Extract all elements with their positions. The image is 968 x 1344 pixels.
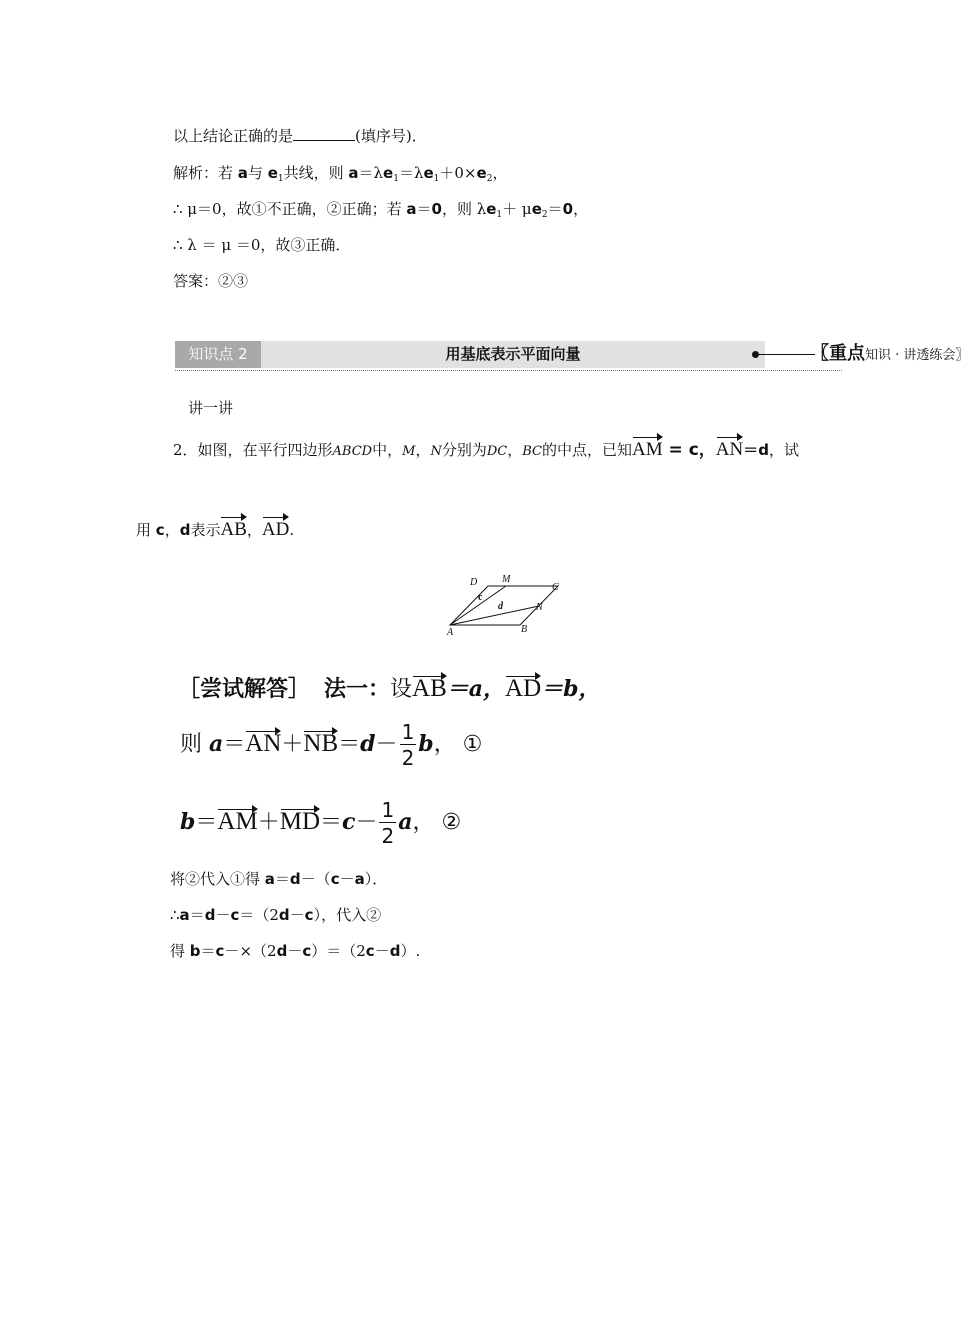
solution-line-2: 则 a＝AN＋NB＝d－ $\frac{1}{2}$ b， ① — [180, 720, 483, 770]
bullet-dot — [752, 351, 759, 358]
question-line: 以上结论正确的是 (填序号)． — [173, 127, 427, 145]
label-d: D — [470, 577, 478, 588]
label-n: N — [536, 602, 543, 613]
vector-ad-sol: AD — [505, 675, 542, 702]
label-vec-d: d — [498, 601, 503, 612]
knowledge-tag: 知识点 2 — [175, 341, 261, 368]
answer-blank — [293, 126, 355, 141]
label-a: A — [447, 627, 454, 638]
analysis-line-3: ∴ λ ＝ μ ＝0，故③正确． — [173, 236, 351, 254]
vector-md-sol: MD — [279, 808, 321, 835]
emphasis-label: 〖重点知识 · 讲透练会〗 — [811, 343, 968, 364]
vector-ab: AB — [220, 516, 246, 544]
knowledge-point-header — [175, 341, 968, 371]
label-m: M — [502, 574, 511, 585]
result-a-line: ∴a＝d－c＝（2d－c），代入② — [170, 906, 382, 924]
fraction-half: $\frac{1}{2}$ — [401, 720, 415, 770]
fraction-half-2: $\frac{1}{2}$ — [381, 798, 395, 848]
vector-ab-sol: AB — [412, 675, 447, 702]
solution-line-3: b＝AM＋MD＝c－ $\frac{1}{2}$ a， ② — [180, 798, 462, 848]
result-b-line: 得 b＝c－×（2d－c）＝（2c－d）. — [170, 942, 421, 960]
analysis-line: 解析：若 a与 $e_1$共线，则 $a=\lambda e_1=\lambda e_1+0\times e_2$， — [173, 164, 508, 184]
label-b: B — [521, 624, 528, 635]
problem-line-1: 2．如图，在平行四边形ABCD中，M，N分别为DC，BC的中点，已知AM = c，AN＝d，试 — [173, 436, 799, 466]
vector-nb-sol: NB — [303, 730, 339, 757]
vector-an: AN — [716, 436, 743, 464]
knowledge-title: 用基底表示平面向量 — [261, 341, 765, 368]
connector-line — [759, 354, 815, 355]
dotted-divider — [175, 370, 842, 371]
answer-line: 答案：②③ — [173, 272, 249, 290]
parallelogram-figure — [440, 570, 570, 640]
label-c: C — [552, 582, 559, 593]
substitute-line: 将②代入①得 a＝d－（c－a）． — [170, 870, 388, 888]
analysis-line-2: ∴ μ＝0，故①不正确，②正确；若 a＝0，则 $\lambda e_1+ \mu e_2=0$， — [173, 200, 589, 220]
label-vec-c: c — [478, 592, 483, 603]
lecture-heading: 讲一讲 — [188, 399, 234, 417]
vector-am: AM — [632, 436, 663, 464]
vector-ad: AD — [262, 516, 289, 544]
problem-line-2: 用 c，d表示AB，AD. — [136, 516, 294, 544]
solution-line-1: ［尝试解答］ 法一：设AB＝a，AD＝b， — [178, 675, 601, 702]
vector-am-sol: AM — [217, 808, 258, 835]
vector-an-sol: AN — [245, 730, 282, 757]
